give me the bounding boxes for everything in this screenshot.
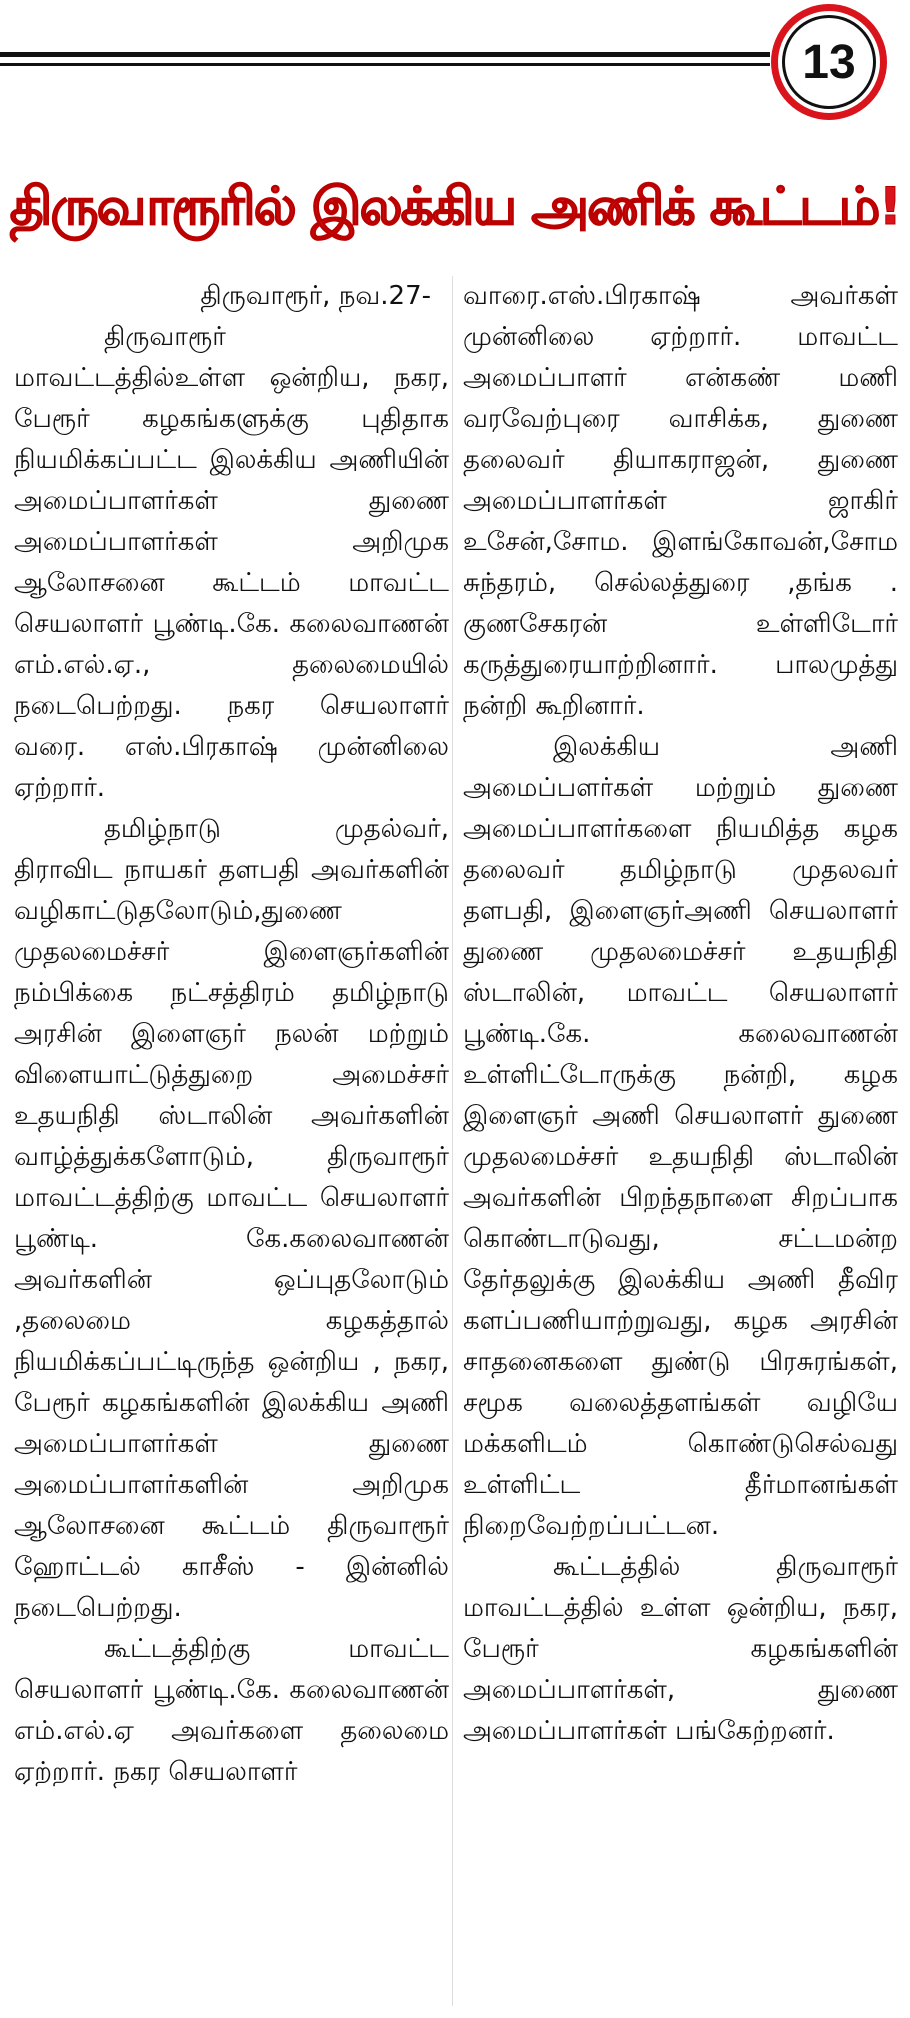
paragraph: கூட்டத்திற்கு மாவட்ட செயலாளர் பூண்டி.கே. கலைவாணன் எம்.எல்.ஏ அவர்களை தலைமை ஏற்றார். நகர செயலாளர் xyxy=(14,1634,449,1787)
header-rule-thin xyxy=(0,63,770,66)
paragraph: வாரை.எஸ்.பிரகாஷ் அவர்கள் முன்னிலை ஏற்றார். மாவட்ட அமைப்பாளர் என்கண் மணி வரவேற்புரை வாசிக்க, துணை தலைவர் தியாகராஜன், துணை அமைப்பாளர்கள் ஜாகிர் உசேன்,சோம. இளங்கோவன்,சோம சுந்தரம், செல்லத்துரை ,தங்க . குணசேகரன் உள்ளிடோர் கருத்துரையாற்றினார். பாலமுத்து நன்றி கூறினார். xyxy=(463,281,898,721)
paragraph: கூட்டத்தில் திருவாரூர் மாவட்டத்தில் உள்ள ஒன்றிய, நகர, பேரூர் கழகங்களின் அமைப்பாளர்கள், துணை அமைப்பாளர்கள் பங்கேற்றனர். xyxy=(463,1552,898,1746)
column-divider xyxy=(452,276,453,2006)
article-column-right xyxy=(463,276,898,2006)
paragraph: திருவாரூர் மாவட்டத்தில்உள்ள ஒன்றிய, நகர, பேரூர் கழகங்களுக்கு புதிதாக நியமிக்கப்பட்ட இலக்கிய அணியின் அமைப்பாளர்கள் துணை அமைப்பாளர்கள் அறிமுக ஆலோசனை கூட்டம் மாவட்ட செயலாளர் பூண்டி.கே. கலைவாணன் எம்.எல்.ஏ., தலைமையில் நடைபெற்றது. நகர செயலாளர் வரை. எஸ்.பிரகாஷ் முன்னிலை ஏற்றார். xyxy=(14,322,449,803)
page-number-badge xyxy=(771,4,887,120)
header-rule-thick xyxy=(0,52,770,57)
dateline: திருவாரூர், நவ.27- xyxy=(200,281,431,311)
paragraph: தமிழ்நாடு முதல்வர், திராவிட நாயகர் தளபதி அவர்களின் வழிகாட்டுதலோடும்,துணை முதலமைச்சர் இளைஞர்களின் நம்பிக்கை நட்சத்திரம் தமிழ்நாடு அரசின் இளைஞர் நலன் மற்றும் விளையாட்டுத்துறை அமைச்சர் உதயநிதி ஸ்டாலின் அவர்களின் வாழ்த்துக்களோடும், திருவாரூர் மாவட்டத்திற்கு மாவட்ட செயலாளர் பூண்டி. கே.கலைவாணன் அவர்களின் ஒப்புதலோடும் ,தலைமை கழகத்தால் நியமிக்கப்பட்டிருந்த ஒன்றிய , நகர, பேரூர் கழகங்களின் இலக்கிய அணி அமைப்பாளர்கள் துணை அமைப்பாளர்களின் அறிமுக ஆலோசனை கூட்டம் திருவாரூர் ஹோட்டல் காசீஸ் - இன்னில் நடைபெற்றது. xyxy=(14,814,449,1623)
article-column-left xyxy=(14,276,449,2006)
article-headline: திருவாரூரில் இலக்கிய அணிக் கூட்டம்! xyxy=(9,177,901,237)
paragraph: இலக்கிய அணி அமைப்பளர்கள் மற்றும் துணை அமைப்பாளர்களை நியமித்த கழக தலைவர் தமிழ்நாடு முதலவர் தளபதி, இளைஞர்அணி செயலாளர் துணை முதலமைச்சர் உதயநிதி ஸ்டாலின், மாவட்ட செயலாளர் பூண்டி.கே. கலைவாணன் உள்ளிட்டோருக்கு நன்றி, கழக இளைஞர் அணி செயலாளர் துணை முதலமைச்சர் உதயநிதி ஸ்டாலின் அவர்களின் பிறந்தநாளை சிறப்பாக கொண்டாடுவது, சட்டமன்ற தேர்தலுக்கு இலக்கிய அணி தீவிர களப்பணியாற்றுவது, கழக அரசின் சாதனைகளை துண்டு பிரசுரங்கள், சமூக வலைத்தளங்கள் வழியே மக்களிடம் கொண்டுசெல்வது உள்ளிட்ட தீர்மானங்கள் நிறைவேற்றப்பட்டன. xyxy=(463,732,898,1541)
page-number: 13 xyxy=(782,15,876,109)
